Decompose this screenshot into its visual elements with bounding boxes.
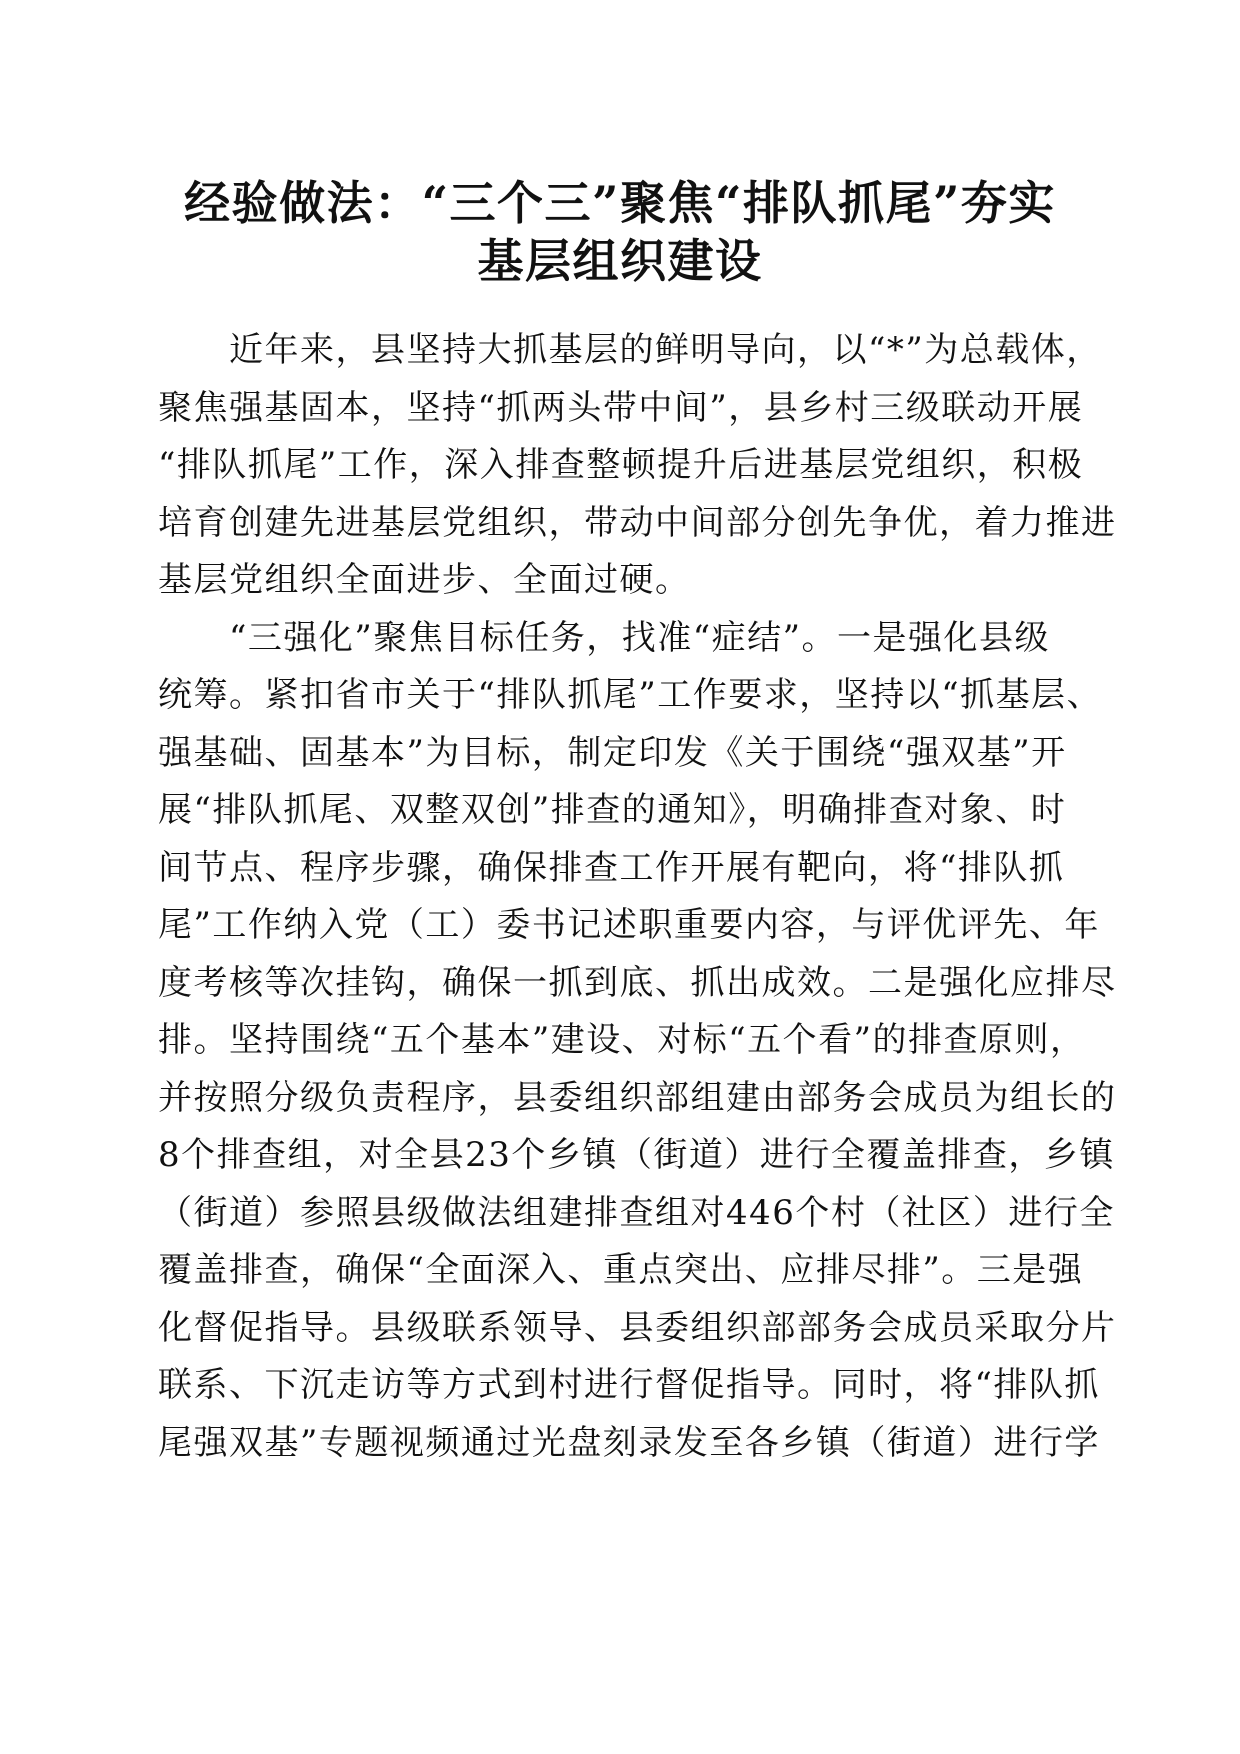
text-line: 化督促指导。县级联系领导、县委组织部部务会成员采取分片 xyxy=(158,1307,1117,1348)
text-line: 培育创建先进基层党组织，带动中间部分创先争优，着力推进 xyxy=(158,502,1117,543)
text-line: 排。坚持围绕“五个基本”建设、对标“五个看”的排查原则， xyxy=(158,1020,1086,1060)
text-line: 覆盖排查，确保“全面深入、重点突出、应排尽排”。三是强 xyxy=(158,1250,1084,1290)
text-line: 聚焦强基固本，坚持“抓两头带中间”，县乡村三级联动开展 xyxy=(158,387,1084,428)
text-line: 间节点、程序步骤，确保排查工作开展有靶向，将“排队抓 xyxy=(158,847,1065,888)
text-line: 并按照分级负责程序，县委组织部组建由部务会成员为组长的 xyxy=(158,1077,1117,1118)
text-line: 尾强双基”专题视频通过光盘刻录发至各乡镇（街道）进行学 xyxy=(158,1422,1100,1463)
document-title xyxy=(140,175,1100,290)
text-line: 基层党组织全面进步、全面过硬。 xyxy=(158,560,691,600)
text-line: “排队抓尾”工作，深入排查整顿提升后进基层党组织，积极 xyxy=(158,445,1084,485)
text-line: “三强化”聚焦目标任务，找准“症结”。一是强化县级 xyxy=(158,617,1051,658)
document-body xyxy=(158,322,1117,1472)
text-line: 8个排查组，对全县23个乡镇（街道）进行全覆盖排查，乡镇 xyxy=(158,1135,1115,1175)
text-line: 联系、下沉走访等方式到村进行督促指导。同时，将“排队抓 xyxy=(158,1365,1100,1405)
text-line: 度考核等次挂钩，确保一抓到底、抓出成效。二是强化应排尽 xyxy=(158,962,1117,1003)
text-line: 统筹。紧扣省市关于“排队抓尾”工作要求，坚持以“抓基层、 xyxy=(158,675,1103,715)
text-line: （街道）参照县级做法组建排查组对446个村（社区）进行全 xyxy=(158,1192,1115,1233)
text-line: 展“排队抓尾、双整双创”排查的通知》，明确排查对象、时 xyxy=(158,790,1067,830)
text-line: 尾”工作纳入党（工）委书记述职重要内容，与评优评先、年 xyxy=(158,905,1100,945)
title-line: 基层组织建设 xyxy=(477,233,763,288)
text-line: 近年来，县坚持大抓基层的鲜明导向，以“*”为总载体， xyxy=(158,330,1102,370)
title-line: 经验做法：“三个三”聚焦“排队抓尾”夯实 xyxy=(184,176,1056,230)
text-line: 强基础、固基本”为目标，制定印发《关于围绕“强双基”开 xyxy=(158,732,1067,773)
